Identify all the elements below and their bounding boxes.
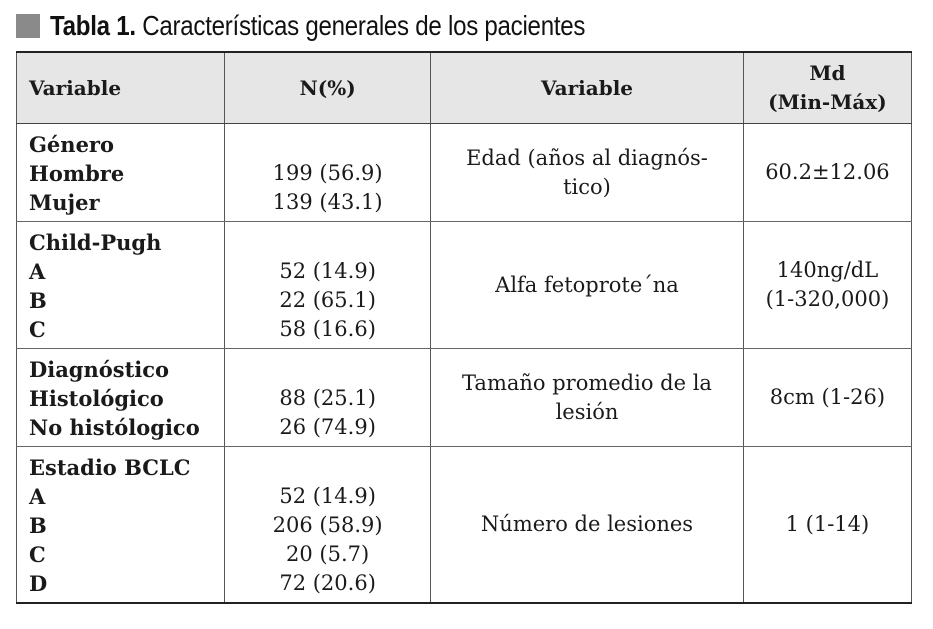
- row-group-label: Estadio BCLC: [29, 455, 191, 480]
- header-variable-2: Variable: [431, 52, 744, 124]
- title-square-icon: [16, 14, 40, 38]
- row-estadio-bclc-values: [225, 447, 431, 604]
- table-title-text: [50, 10, 585, 42]
- row-genero-md: [743, 124, 911, 222]
- table-title-prefix: Tabla 1.: [50, 10, 136, 41]
- row-genero-variables: [17, 124, 225, 222]
- header-md-line1: Md: [809, 61, 846, 85]
- row-value: 199 (56.9): [272, 161, 383, 185]
- row-value: 26 (74.9): [279, 415, 376, 439]
- row-diagnostico-variable-2: [431, 349, 744, 447]
- row-variable-text: tico): [563, 174, 611, 199]
- row-item-label: No histólogico: [29, 415, 200, 440]
- row-estadio-bclc-variables: [17, 447, 225, 604]
- row-item-label: B: [29, 513, 47, 538]
- row-estadio-bclc-md: [743, 447, 911, 604]
- header-n-percent: N(%): [225, 52, 431, 124]
- row-value: 88 (25.1): [279, 386, 376, 410]
- row-child-pugh-md: [743, 222, 911, 349]
- row-value: 206 (58.9): [272, 513, 383, 537]
- row-variable-text: Alfa fetoprote´na: [495, 272, 679, 297]
- header-md-line2: (Min-Máx): [768, 90, 887, 114]
- row-genero-variable-2: [431, 124, 744, 222]
- row-estadio-bclc-variable-2: [431, 447, 744, 604]
- row-md-value: 8cm (1-26): [769, 385, 886, 409]
- row-md-value: (1-320,000): [765, 287, 890, 311]
- row-md-value: 1 (1-14): [785, 512, 870, 536]
- row-value: 22 (65.1): [279, 288, 376, 312]
- row-item-label: C: [29, 542, 46, 567]
- row-item-label: C: [29, 317, 46, 342]
- row-diagnostico-variables: [17, 349, 225, 447]
- row-item-label: Hombre: [29, 161, 125, 186]
- row-child-pugh-values: [225, 222, 431, 349]
- row-md-value: 140ng/dL: [776, 258, 879, 282]
- row-value: 139 (43.1): [272, 190, 383, 214]
- row-variable-text: Edad (años al diagnós-: [466, 145, 708, 170]
- row-item-label: A: [29, 484, 46, 509]
- row-item-label: Mujer: [29, 190, 100, 215]
- row-item-label: B: [29, 288, 47, 313]
- header-variable: Variable: [17, 52, 225, 124]
- table-header-row: [17, 52, 912, 124]
- patient-characteristics-table: [16, 51, 912, 604]
- row-child-pugh-variables: [17, 222, 225, 349]
- header-md: [743, 52, 911, 124]
- row-group-label: Child-Pugh: [29, 230, 162, 255]
- row-value: 52 (14.9): [279, 484, 376, 508]
- table-title: [16, 8, 672, 44]
- row-md-value: 60.2±12.06: [765, 160, 890, 184]
- row-child-pugh-variable-2: [431, 222, 744, 349]
- row-value: 72 (20.6): [279, 571, 376, 595]
- row-item-label: D: [29, 571, 48, 596]
- row-value: 20 (5.7): [286, 542, 370, 566]
- table-row-child-pugh: [17, 222, 912, 349]
- table-row-estadio-bclc: [17, 447, 912, 604]
- row-value: 52 (14.9): [279, 259, 376, 283]
- table-row-genero: [17, 124, 912, 222]
- row-item-label: Histológico: [29, 386, 164, 411]
- row-variable-text: Número de lesiones: [480, 512, 694, 536]
- row-variable-text: Tamaño promedio de la: [462, 370, 712, 395]
- row-group-label: Diagnóstico: [29, 357, 170, 382]
- row-genero-values: [225, 124, 431, 222]
- row-value: 58 (16.6): [279, 317, 376, 341]
- row-diagnostico-values: [225, 349, 431, 447]
- row-diagnostico-md: [743, 349, 911, 447]
- table-title-main: Características generales de los pacientes: [142, 10, 586, 41]
- row-group-label: Género: [29, 132, 114, 157]
- row-variable-text: lesión: [555, 399, 619, 424]
- table-row-diagnostico: [17, 349, 912, 447]
- row-item-label: A: [29, 259, 46, 284]
